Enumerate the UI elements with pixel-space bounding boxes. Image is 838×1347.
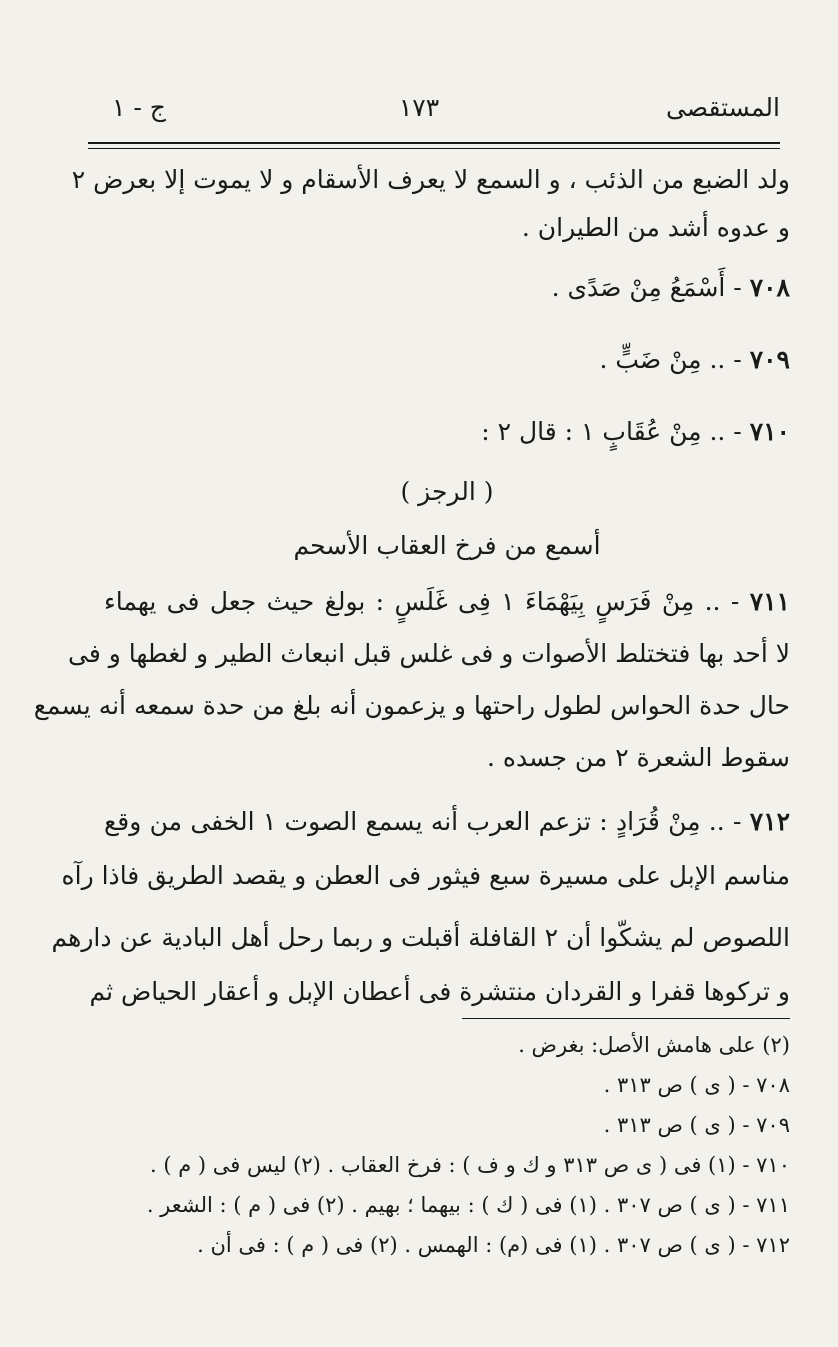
footnote: ٧٠٩ - ( ى ) ص ٣١٣ . <box>603 1113 790 1137</box>
text-line: سقوط الشعرة ٢ من جسده . <box>487 743 790 772</box>
text-line: مناسم الإبل على مسيرة سبع فيثور فى العطن و يقصد الطريق فاذا رآه <box>61 861 790 890</box>
entry-712 <box>104 802 790 842</box>
entry-number: ٧٠٨ <box>749 273 790 302</box>
footnote: ٧١١ - ( ى ) ص ٣٠٧ . (١) فى ( ك ) : بيهما ؛ بهيم . (٢) فى ( م ) : الشعر . <box>146 1193 790 1217</box>
entry-text: - .. مِنْ ضَبٍّ . <box>599 345 742 374</box>
header-rule-thick <box>88 142 780 144</box>
entry-709 <box>104 340 790 380</box>
entry-710 <box>104 412 790 452</box>
entry-number: ٧٠٩ <box>749 345 790 374</box>
footnote: ٧١٠ - (١) فى ( ى ص ٣١٣ و ك و ف ) : فرخ العقاب . (٢) ليس فى ( م ) . <box>150 1153 790 1177</box>
page-number: ١٧٣ <box>398 93 440 122</box>
book-title: المستقصى <box>665 93 780 122</box>
entry-number: ٧١١ <box>749 587 790 616</box>
footnote: ٧١٢ - ( ى ) ص ٣٠٧ . (١) فى (م) : الهمس . (٢) فى ( م ) : فى أن . <box>197 1233 790 1257</box>
entry-number: ٧١٢ <box>749 807 791 836</box>
entry-text: - .. مِنْ قُرَادٍ : تزعم العرب أنه يسمع الصوت ١ الخفى من وقع <box>104 807 742 836</box>
entry-text: - .. مِنْ فَرَسٍ بِيَهْمَاءَ ١ فِى غَلَسٍ : بولغ حيث جعل فى يهماء <box>104 587 740 616</box>
footnote-divider <box>462 1018 790 1019</box>
entry-711 <box>104 582 790 622</box>
text-line: حال حدة الحواس لطول راحتها و يزعمون أنه بلغ من حدة سمعه أنه يسمع <box>33 691 790 720</box>
volume-label: ج - ١ <box>112 93 166 122</box>
verse-meter: ( الرجز ) <box>400 477 494 506</box>
text-line: و عدوه أشد من الطيران . <box>521 213 790 242</box>
entry-text: - أَسْمَعُ مِنْ صَدًى . <box>551 273 742 302</box>
verse-line: أسمع من فرخ العقاب الأسحم <box>293 531 601 560</box>
text-line: لا أحد بها فتختلط الأصوات و فى غلس قبل انبعاث الطير و لغطها و فى <box>68 639 790 668</box>
entry-text: - .. مِنْ عُقَابٍ ١ : قال ٢ : <box>481 417 742 446</box>
text-line: اللصوص لم يشكّوا أن ٢ القافلة أقبلت و ربما رحل أهل البادية عن دارهم <box>51 923 790 952</box>
footnote: ٧٠٨ - ( ى ) ص ٣١٣ . <box>603 1073 790 1097</box>
header-rule-thin <box>88 148 780 149</box>
text-line: ولد الضبع من الذئب ، و السمع لا يعرف الأسقام و لا يموت إلا بعرض ٢ <box>71 165 790 194</box>
entry-number: ٧١٠ <box>749 417 790 446</box>
text-line: و تركوها قفرا و القردان منتشرة فى أعطان الإبل و أعقار الحياض ثم <box>89 977 790 1006</box>
entry-708 <box>104 268 790 308</box>
footnote: (٢) على هامش الأصل: بغرض . <box>518 1033 790 1057</box>
